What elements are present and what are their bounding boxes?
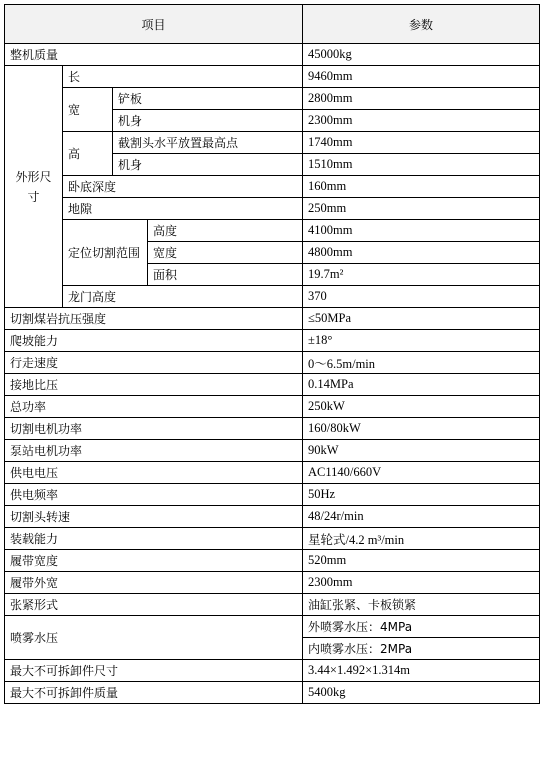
row-value: 4100mm (303, 220, 540, 242)
row-value: 1740mm (303, 132, 540, 154)
row-label: 爬坡能力 (5, 330, 303, 352)
row-label: 机身 (113, 154, 303, 176)
row-value: 250mm (303, 198, 540, 220)
row-label: 切割煤岩抗压强度 (5, 308, 303, 330)
row-label: 长 (63, 66, 303, 88)
row-value: 0～6.5m/min (303, 352, 540, 374)
outline-group-label: 外形尺寸 (5, 66, 63, 308)
table-row (5, 682, 540, 704)
row-value: 5400kg (303, 682, 540, 704)
row-value: 2300mm (303, 572, 540, 594)
row-value: 油缸张紧、卡板锁紧 (303, 594, 540, 616)
table-row (5, 572, 540, 594)
row-value: 1510mm (303, 154, 540, 176)
row-label: 切割电机功率 (5, 418, 303, 440)
row-value: 星轮式/4.2 m³/min (303, 528, 540, 550)
row-label: 泵站电机功率 (5, 440, 303, 462)
row-value: AC1140/660V (303, 462, 540, 484)
row-label: 高度 (148, 220, 303, 242)
table-row (5, 66, 540, 88)
row-label: 铲板 (113, 88, 303, 110)
row-value: 90kW (303, 440, 540, 462)
row-label: 卧底深度 (63, 176, 303, 198)
row-label: 最大不可拆卸件尺寸 (5, 660, 303, 682)
table-row (5, 484, 540, 506)
table-row (5, 660, 540, 682)
row-label: 龙门高度 (63, 286, 303, 308)
row-value: 370 (303, 286, 540, 308)
table-row (5, 132, 540, 154)
row-value: 160mm (303, 176, 540, 198)
row-value: 9460mm (303, 66, 540, 88)
table-row (5, 44, 540, 66)
row-value: 520mm (303, 550, 540, 572)
row-label: 张紧形式 (5, 594, 303, 616)
row-label: 总功率 (5, 396, 303, 418)
row-label: 最大不可拆卸件质量 (5, 682, 303, 704)
row-label: 整机质量 (5, 44, 303, 66)
row-value: 3.44×1.492×1.314m (303, 660, 540, 682)
table-row (5, 550, 540, 572)
row-value: 外喷雾水压：4MPa (303, 616, 540, 638)
table-row (5, 616, 540, 638)
row-label: 履带宽度 (5, 550, 303, 572)
row-label: 供电频率 (5, 484, 303, 506)
row-label: 履带外宽 (5, 572, 303, 594)
table-row (5, 418, 540, 440)
row-label: 供电电压 (5, 462, 303, 484)
table-row (5, 506, 540, 528)
table-row (5, 440, 540, 462)
row-label: 接地比压 (5, 374, 303, 396)
header-item: 项目 (5, 5, 303, 44)
row-label: 装载能力 (5, 528, 303, 550)
table-row (5, 396, 540, 418)
row-value: 内喷雾水压：2MPa (303, 638, 540, 660)
width-group-label: 宽 (63, 88, 113, 132)
row-value: ±18° (303, 330, 540, 352)
table-row (5, 286, 540, 308)
row-label: 宽度 (148, 242, 303, 264)
table-row (5, 176, 540, 198)
table-row (5, 220, 540, 242)
table-row (5, 528, 540, 550)
row-label: 截割头水平放置最高点 (113, 132, 303, 154)
row-value: 19.7m² (303, 264, 540, 286)
row-value: 0.14MPa (303, 374, 540, 396)
row-label: 机身 (113, 110, 303, 132)
spec-table (4, 4, 540, 704)
height-group-label: 高 (63, 132, 113, 176)
spray-group-label: 喷雾水压 (5, 616, 303, 660)
table-header-row (5, 5, 540, 44)
row-label: 面积 (148, 264, 303, 286)
table-row (5, 198, 540, 220)
row-value: 4800mm (303, 242, 540, 264)
row-value: 2800mm (303, 88, 540, 110)
table-row (5, 308, 540, 330)
table-row (5, 462, 540, 484)
row-value: 45000kg (303, 44, 540, 66)
table-row (5, 594, 540, 616)
row-value: 2300mm (303, 110, 540, 132)
table-row (5, 88, 540, 110)
row-value: 48/24r/min (303, 506, 540, 528)
row-value: ≤50MPa (303, 308, 540, 330)
row-value: 160/80kW (303, 418, 540, 440)
row-value: 50Hz (303, 484, 540, 506)
table-row (5, 330, 540, 352)
table-row (5, 352, 540, 374)
table-row (5, 374, 540, 396)
row-label: 行走速度 (5, 352, 303, 374)
row-value: 250kW (303, 396, 540, 418)
row-label: 地隙 (63, 198, 303, 220)
cut-range-group-label: 定位切割范围 (63, 220, 148, 286)
row-label: 切割头转速 (5, 506, 303, 528)
header-param: 参数 (303, 5, 540, 44)
